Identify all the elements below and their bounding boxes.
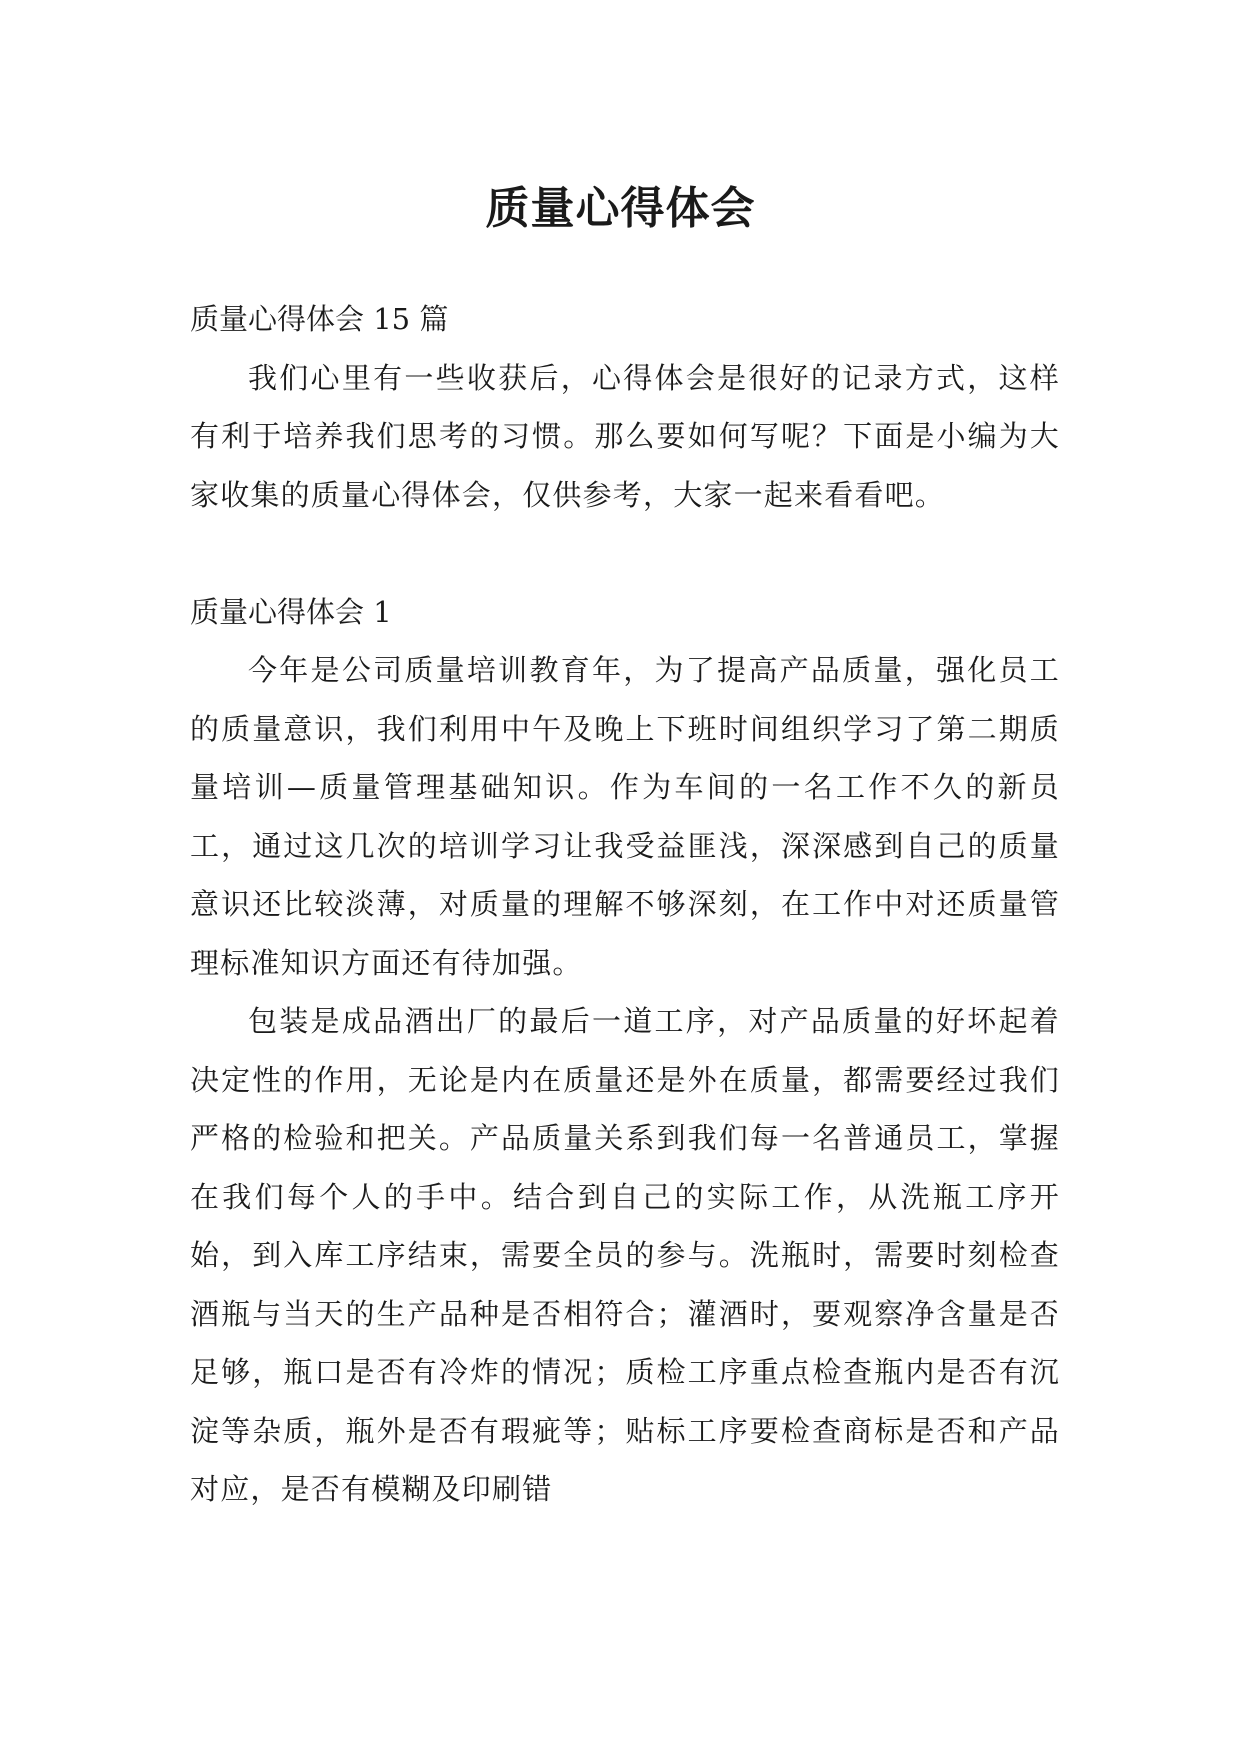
intro-paragraph: 我们心里有一些收获后，心得体会是很好的记录方式，这样有利于培养我们思考的习惯。那么要如何写呢？下面是小编为大家收集的质量心得体会，仅供参考，大家一起来看看吧。: [190, 360, 1060, 512]
document-body: [190, 290, 1060, 1519]
main-heading: 质量心得体会 15 篇: [190, 302, 449, 336]
section-heading: 质量心得体会 1: [190, 594, 392, 629]
document-title: 质量心得体会: [485, 183, 756, 235]
section-paragraph-2: 包装是成品酒出厂的最后一道工序，对产品质量的好坏起着决定性的作用，无论是内在质量还是外在质量，都需要经过我们严格的检验和把关。产品质量关系到我们每一名普通员工，掌握在我们每个人的手中。结合到自己的实际工作，从洗瓶工序开始，到入库工序结束，需要全员的参与。洗瓶时，需要时刻检查酒瓶与当天的生产品种是否相符合；灌酒时，要观察净含量是否足够，瓶口是否有冷炸的情况；质检工序重点检查瓶内是否有沉淀等杂质，瓶外是否有瑕疵等；贴标工序要检查商标是否和产品对应，是否有模糊及印刷错: [190, 1004, 1060, 1506]
section-spacer: [190, 524, 1060, 583]
section-paragraph-1: 今年是公司质量培训教育年，为了提高产品质量，强化员工的质量意识，我们利用中午及晚上下班时间组织学习了第二期质量培训—质量管理基础知识。作为车间的一名工作不久的新员工，通过这几次的培训学习让我受益匪浅，深深感到自己的质量意识还比较淡薄，对质量的理解不够深刻，在工作中对还质量管理标准知识方面还有待加强。: [190, 653, 1060, 980]
